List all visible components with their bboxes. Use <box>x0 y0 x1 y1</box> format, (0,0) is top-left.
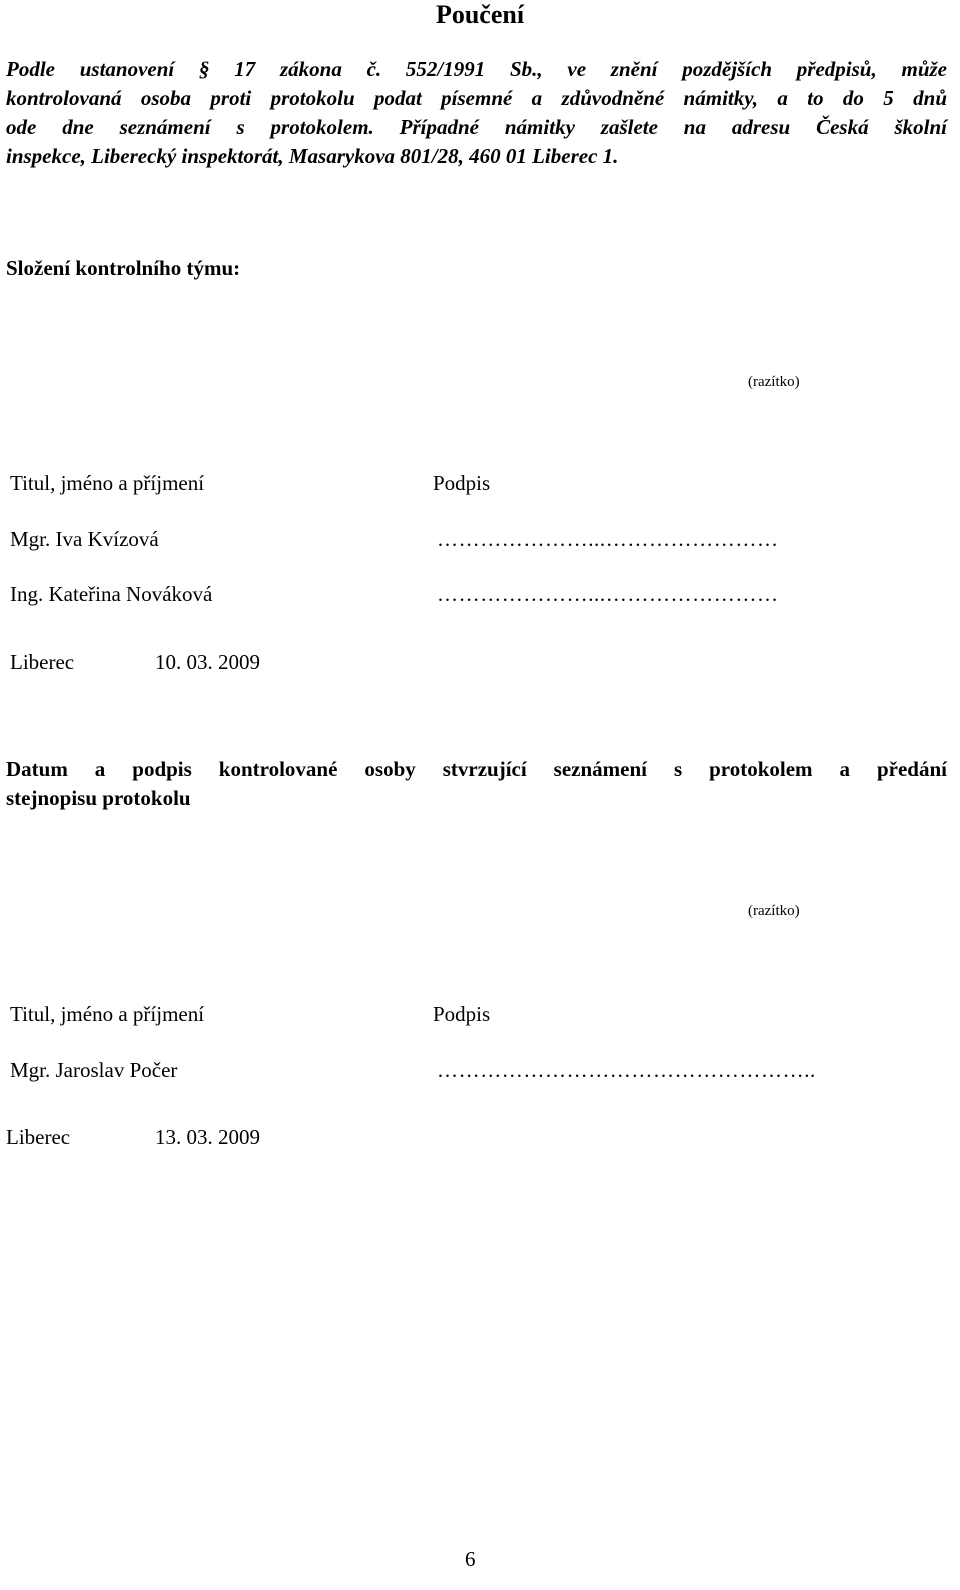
stamp-placeholder: (razítko) <box>748 374 800 390</box>
column-header-name: Titul, jméno a příjmení <box>10 471 205 495</box>
notice-line: inspekce, Liberecký inspektorát, Masarykova 801/28, 460 01 Liberec 1. <box>6 144 619 168</box>
team-member-name: Ing. Kateřina Nováková <box>10 582 213 606</box>
legal-notice <box>6 55 947 171</box>
signature-line: …………………...…………………… <box>437 527 779 551</box>
confirmation-line: stejnopisu protokolu <box>6 786 191 810</box>
place-label: Liberec <box>10 650 75 674</box>
page-number: 6 <box>465 1547 476 1571</box>
page-title: Poučení <box>435 0 525 29</box>
confirmation-heading <box>6 755 947 813</box>
notice-line: ode dne seznámení s protokolem. Případné námitky zašlete na adresu Česká školní <box>6 115 947 139</box>
inspected-person-name: Mgr. Jaroslav Počer <box>10 1058 178 1082</box>
team-heading: Složení kontrolního týmu: <box>6 256 241 280</box>
team-member-name: Mgr. Iva Kvízová <box>10 527 159 551</box>
signature-line: …………………………………………….. <box>437 1058 816 1082</box>
notice-line: Podle ustanovení § 17 zákona č. 552/1991 Sb., ve znění pozdějších předpisů, může <box>6 57 947 81</box>
date-value: 13. 03. 2009 <box>155 1125 260 1149</box>
signature-line: …………………...…………………… <box>437 582 779 606</box>
confirmation-line: Datum a podpis kontrolované osoby stvrzující seznámení s protokolem a předání <box>6 757 947 781</box>
place-label: Liberec <box>6 1125 71 1149</box>
column-header-name: Titul, jméno a příjmení <box>10 1002 205 1026</box>
date-value: 10. 03. 2009 <box>155 650 260 674</box>
column-header-signature: Podpis <box>433 471 491 495</box>
column-header-signature: Podpis <box>433 1002 491 1026</box>
stamp-placeholder: (razítko) <box>748 903 800 919</box>
notice-line: kontrolovaná osoba proti protokolu podat písemné a zdůvodněné námitky, a to do 5 dnů <box>6 86 947 110</box>
